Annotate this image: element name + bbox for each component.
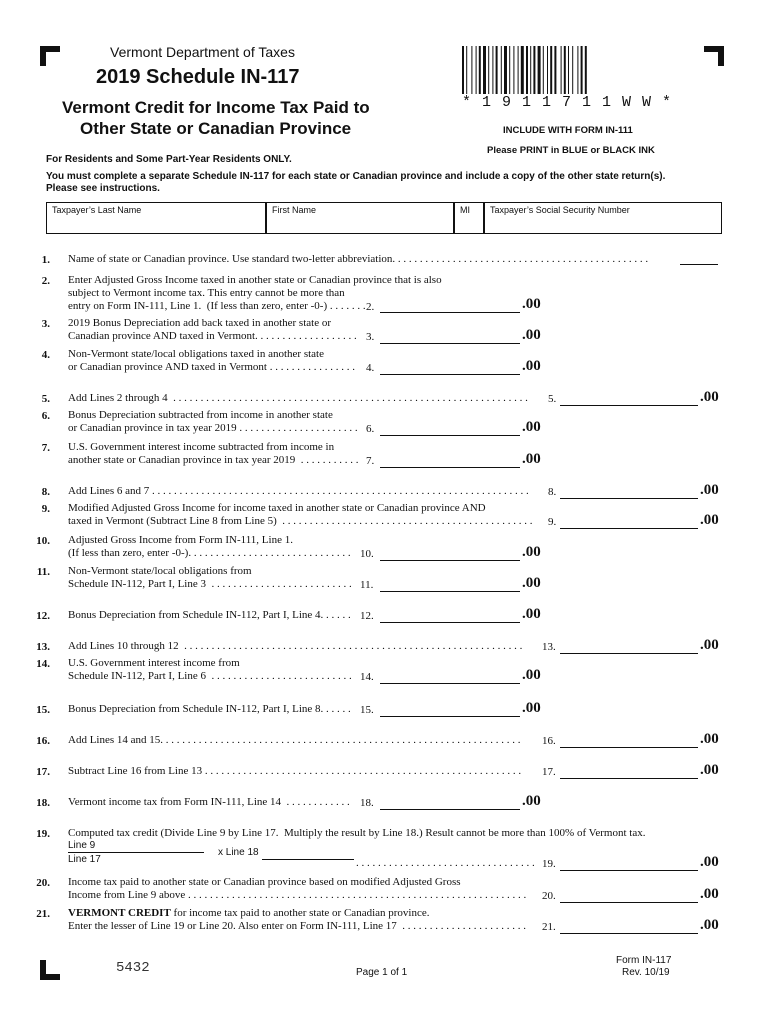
barcode-bar [550,46,552,94]
line-ref: 21. [542,921,556,933]
cents-label: .00 [522,606,541,622]
line-11-text: Schedule IN-112, Part I, Line 3 . . . . . . . . . . . . . . . . . . . . . . . . . . [68,578,352,590]
line-3-text: 2019 Bonus Depreciation add back taxed in another state or [68,317,332,329]
registration-mark-bottom-left [40,960,60,980]
cents-label: .00 [700,854,719,870]
form-title-line1: Vermont Credit for Income Tax Paid to [62,98,370,117]
line-14-text: U.S. Government interest income from [68,657,240,669]
line-9-text: taxed in Vermont (Subtract Line 8 from Line 5) . . . . . . . . . . . . . . . . . . . . . . . . . . . . . . . . . . . . . . . . . . . . . . [68,515,533,527]
line-8-input[interactable] [560,486,698,499]
revision-date: Rev. 10/19 [622,967,670,978]
line-ref: 16. [542,735,556,747]
barcode-bar [530,46,531,94]
line-ref: 11. [360,579,374,591]
line-19-text: Computed tax credit (Divide Line 9 by Line 17. Multiply the result by Line 18.) Result cannot be more than 100% of Vermont tax. [68,827,646,839]
line-number: 14. [36,658,50,670]
line-number: 13. [36,641,50,653]
cents-label: .00 [700,762,719,778]
line-ref: 2. [366,301,375,313]
line-number: 7. [41,442,50,454]
cents-label: .00 [700,512,719,528]
line-6-text: Bonus Depreciation subtracted from income in another state [68,409,333,421]
cents-label: .00 [522,419,541,435]
barcode [462,46,660,94]
barcode-bar [504,46,507,94]
form-title-line2: Other State or Canadian Province [80,119,352,138]
line-17-text: Subtract Line 16 from Line 13 . . . . . . . . . . . . . . . . . . . . . . . . . . . . . . . . . . . . . . . . . . . . . . . . . . . . . . . . . . [68,765,522,777]
line-number: 20. [36,877,50,889]
line-10-text: (If less than zero, enter -0-). . . . . . . . . . . . . . . . . . . . . . . . . . . . . . [68,547,351,559]
mi-label: MI [460,205,470,215]
line-ref: 13. [542,641,556,653]
barcode-bar [466,46,467,94]
line-ref: 17. [542,766,556,778]
line-21-text: Enter the lesser of Line 19 or Line 20. Also enter on Form IN-111, Line 17 . . . . . . . . . . . . . . . . . . . . . . . [68,920,527,932]
line-ref: 4. [366,362,375,374]
line-4-text: Non-Vermont state/local obligations taxed in another state [68,348,324,360]
cents-label: .00 [522,700,541,716]
line-number: 8. [41,486,50,498]
residents-note: For Residents and Some Part-Year Residents ONLY. [46,154,292,165]
line-ref: 8. [548,486,557,498]
cents-label: .00 [522,544,541,560]
line-2-input[interactable] [380,300,520,313]
barcode-bar [543,46,544,94]
line-number: 6. [41,410,50,422]
barcode-bar [581,46,583,94]
line-17-input[interactable] [560,766,698,779]
line-4-input[interactable] [380,362,520,375]
fraction-denominator: Line 17 [68,854,101,865]
include-note: INCLUDE WITH FORM IN-111 [503,125,633,136]
line-16-input[interactable] [560,735,698,748]
form-code: 5432 [116,960,150,976]
line-1-text: Name of state or Canadian province. Use standard two-letter abbreviation. . . . . . . . . . . . . . . . . . . . . . . . . . . . . . . . . . . . . . . . . . . . . . . [68,253,649,265]
barcode-bar [479,46,481,94]
barcode-bar [462,46,464,94]
line-ref: 19. [542,858,556,870]
registration-mark-top-left [40,46,60,66]
line-8-text: Add Lines 6 and 7 . . . . . . . . . . . . . . . . . . . . . . . . . . . . . . . . . . . . . . . . . . . . . . . . . . . . . . . . . . . . . . . . . . . . . [68,485,529,497]
line-ref: 10. [360,548,374,560]
line-number: 9. [41,503,50,515]
line-12-input[interactable] [380,610,520,623]
line-2-text: subject to Vermont income tax. This entry cannot be more than [68,287,345,299]
fraction-bar [68,852,204,853]
cents-label: .00 [700,637,719,653]
instruction-line1: You must complete a separate Schedule IN-117 for each state or Canadian province and include a copy of the other state return(s). [46,171,666,182]
barcode-bar [483,46,486,94]
line-19-input[interactable] [560,858,698,871]
line-number: 4. [41,349,50,361]
line-3-text: Canadian province AND taxed in Vermont. . . . . . . . . . . . . . . . . . . [68,330,357,342]
cents-label: .00 [522,327,541,343]
line-4-text: or Canadian province AND taxed in Vermont . . . . . . . . . . . . . . . . [68,361,355,373]
ssn-field[interactable] [484,202,722,234]
cents-label: .00 [700,482,719,498]
last-name-field[interactable] [46,202,266,234]
line-10-text: Adjusted Gross Income from Form IN-111, Line 1. [68,534,293,546]
cents-label: .00 [522,358,541,374]
ink-note: Please PRINT in BLUE or BLACK INK [487,145,655,156]
line-number: 16. [36,735,50,747]
barcode-bar [533,46,535,94]
line-19-dots: . . . . . . . . . . . . . . . . . . . . . . . . . . . . . . . . . [356,857,535,869]
vermont-credit-label: VERMONT CREDIT [68,907,171,919]
barcode-text: * 1 9 1 1 7 1 1 W W * [462,94,673,111]
line-19-calc-input[interactable] [262,847,354,860]
cents-label: .00 [522,667,541,683]
barcode-bar [561,46,562,94]
line-11-input[interactable] [380,579,520,592]
barcode-bar [518,46,519,94]
line-10-input[interactable] [380,548,520,561]
line-12-text: Bonus Depreciation from Schedule IN-112, Part I, Line 4. . . . . . [68,609,351,621]
line-1-state-input[interactable] [680,252,718,265]
line-9-input[interactable] [560,516,698,529]
department-name: Vermont Department of Taxes [110,44,295,60]
barcode-bar [513,46,514,94]
line-7-text: another state or Canadian province in tax year 2019 . . . . . . . . . . . [68,454,359,466]
line-number: 2. [41,275,50,287]
line-ref: 9. [548,516,557,528]
barcode-bar [564,46,566,94]
line-6-text: or Canadian province in tax year 2019 . . . . . . . . . . . . . . . . . . . . . . [68,422,358,434]
cents-label: .00 [522,575,541,591]
cents-label: .00 [522,793,541,809]
cents-label: .00 [700,731,719,747]
line-18-input[interactable] [380,797,520,810]
line-number: 10. [36,535,50,547]
line-2-text: entry on Form IN-111, Line 1. (If less than zero, enter -0-) . . . . . . . [68,300,366,312]
barcode-bar [488,46,489,94]
cents-label: .00 [522,451,541,467]
line-number: 5. [41,393,50,405]
line-ref: 7. [366,455,375,467]
line-ref: 3. [366,331,375,343]
line-2-text: Enter Adjusted Gross Income taxed in another state or Canadian province that is also [68,274,442,286]
barcode-bar [585,46,587,94]
line-number: 11. [36,566,50,578]
line-number: 21. [36,908,50,920]
instruction-line2: Please see instructions. [46,183,160,194]
line-ref: 15. [360,704,374,716]
first-name-field[interactable] [266,202,454,234]
line-7-text: U.S. Government interest income subtracted from income in [68,441,335,453]
cents-label: .00 [700,917,719,933]
barcode-bar [572,46,573,94]
ssn-label: Taxpayer’s Social Security Number [490,205,630,215]
line-5-input[interactable] [560,393,698,406]
barcode-bar [496,46,498,94]
first-name-label: First Name [272,205,317,215]
schedule-title: 2019 Schedule IN-117 [96,66,300,88]
line-ref: 6. [366,423,375,435]
barcode-bar [547,46,548,94]
line-7-input[interactable] [380,455,520,468]
barcode-bar [577,46,578,94]
line-number: 1. [41,254,50,266]
line-13-text: Add Lines 10 through 12 . . . . . . . . . . . . . . . . . . . . . . . . . . . . . . . . . . . . . . . . . . . . . . . . . . . . . . . . . . . . . . [68,640,523,652]
line-20-text: Income tax paid to another state or Canadian province based on modified Adjusted Gross [68,876,461,888]
barcode-bar [554,46,556,94]
line-20-text: Income from Line 9 above . . . . . . . . . . . . . . . . . . . . . . . . . . . . . . . . . . . . . . . . . . . . . . . . . . . . . . . . . . . . . . [68,889,527,901]
barcode-bar [471,46,472,94]
middle-initial-field[interactable] [454,202,484,234]
line-number: 15. [36,704,50,716]
line-13-input[interactable] [560,641,698,654]
line-15-input[interactable] [380,704,520,717]
times-line-18: x Line 18 [218,847,259,858]
line-11-text: Non-Vermont state/local obligations from [68,565,252,577]
line-14-input[interactable] [380,671,520,684]
line-ref: 18. [360,797,374,809]
form-number: Form IN-117 [616,955,672,966]
line-number: 19. [36,828,50,840]
line-18-text: Vermont income tax from Form IN-111, Line 14 . . . . . . . . . . . . [68,796,350,808]
line-6-input[interactable] [380,423,520,436]
cents-label: .00 [700,389,719,405]
cents-label: .00 [700,886,719,902]
line-20-input[interactable] [560,890,698,903]
line-21-text-rest: for income tax paid to another state or Canadian province. [170,907,430,919]
barcode-bar [476,46,477,94]
line-ref: 12. [360,610,374,622]
line-ref: 14. [360,671,374,683]
registration-mark-top-right [704,46,724,66]
fraction-numerator: Line 9 [68,840,96,851]
last-name-label: Taxpayer’s Last Name [52,205,142,215]
line-5-text: Add Lines 2 through 4 . . . . . . . . . . . . . . . . . . . . . . . . . . . . . . . . . . . . . . . . . . . . . . . . . . . . . . . . . . . . . . . . . [68,392,528,404]
barcode-bar [568,46,569,94]
cents-label: .00 [522,296,541,312]
line-ref: 5. [548,393,557,405]
line-number: 18. [36,797,50,809]
line-15-text: Bonus Depreciation from Schedule IN-112, Part I, Line 8. . . . . . [68,703,351,715]
line-14-text: Schedule IN-112, Part I, Line 6 . . . . . . . . . . . . . . . . . . . . . . . . . . [68,670,352,682]
line-21-text [68,908,430,920]
line-number: 12. [36,610,50,622]
line-number: 3. [41,318,50,330]
barcode-bar [509,46,510,94]
line-number: 17. [36,766,50,778]
barcode-bar [521,46,524,94]
barcode-bar [526,46,528,94]
page-number: Page 1 of 1 [356,967,408,978]
barcode-bar [501,46,502,94]
line-3-input[interactable] [380,331,520,344]
barcode-bar [538,46,541,94]
barcode-bar [492,46,493,94]
line-16-text: Add Lines 14 and 15. . . . . . . . . . . . . . . . . . . . . . . . . . . . . . . . . . . . . . . . . . . . . . . . . . . . . . . . . . . . . . . . . . [68,734,521,746]
line-ref: 20. [542,890,556,902]
line-21-input[interactable] [560,921,698,934]
line-9-text: Modified Adjusted Gross Income for income taxed in another state or Canadian province AND [68,502,486,514]
